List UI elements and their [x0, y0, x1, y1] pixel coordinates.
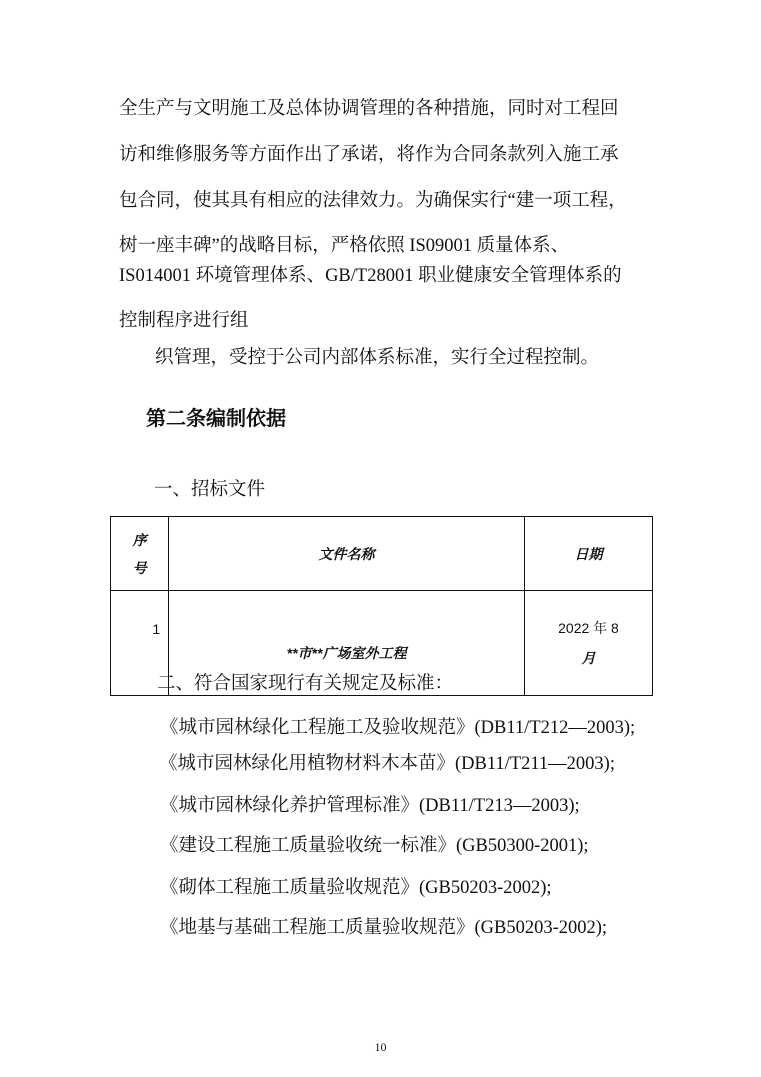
- subsection-heading: 二、符合国家现行有关规定及标准：: [157, 674, 454, 694]
- date-line1: 2022 年 8: [558, 620, 619, 636]
- date-line2: 月: [581, 650, 596, 666]
- cell-date: [524, 591, 652, 696]
- standard-item: 《城市园林绿化工程施工及验收规范》(DB11/T212—2003);: [160, 718, 636, 738]
- page-number: 10: [374, 1040, 387, 1054]
- section-heading: 第二条编制依据: [146, 408, 286, 430]
- standard-item: 《地基与基础工程施工质量验收规范》(GB50203-2002);: [160, 918, 608, 938]
- body-text-line: 控制程序进行组: [119, 311, 249, 331]
- subsection-heading: 一、招标文件: [154, 480, 266, 500]
- header-no-line2: 号: [132, 559, 147, 576]
- standard-item: 《城市园林绿化用植物材料木本苗》(DB11/T211—2003);: [159, 754, 615, 774]
- body-text-line: 全生产与文明施工及总体协调管理的各种措施，同时对工程回: [119, 99, 619, 119]
- standard-item: 《城市园林绿化养护管理标准》(DB11/T213—2003);: [160, 796, 580, 816]
- standard-item: 《砌体工程施工质量验收规范》(GB50203-2002);: [160, 878, 552, 898]
- cell-no: 1: [111, 591, 169, 696]
- column-header-name: 文件名称: [169, 517, 525, 591]
- header-no-line1: 序: [132, 531, 147, 548]
- body-text-line: 包合同，使其具有相应的法律效力。为确保实行“建一项工程，: [119, 191, 627, 211]
- tender-documents-table: [110, 516, 653, 696]
- table-header-row: [111, 517, 653, 591]
- cell-name: **市**广场室外工程: [169, 591, 525, 696]
- body-text-line: 树一座丰碑”的战略目标，严格依照 IS09001 质量体系、: [119, 236, 570, 256]
- standard-item: 《建设工程施工质量验收统一标准》(GB50300-2001);: [160, 836, 589, 856]
- column-header-date: 日期: [524, 517, 652, 591]
- body-text-line: 访和维修服务等方面作出了承诺，将作为合同条款列入施工承: [119, 145, 619, 165]
- column-header-no: [111, 517, 169, 591]
- body-text-line: 织管理，受控于公司内部体系标准，实行全过程控制。: [155, 348, 600, 368]
- body-text-line: IS014001 环境管理体系、GB/T28001 职业健康安全管理体系的: [119, 266, 622, 286]
